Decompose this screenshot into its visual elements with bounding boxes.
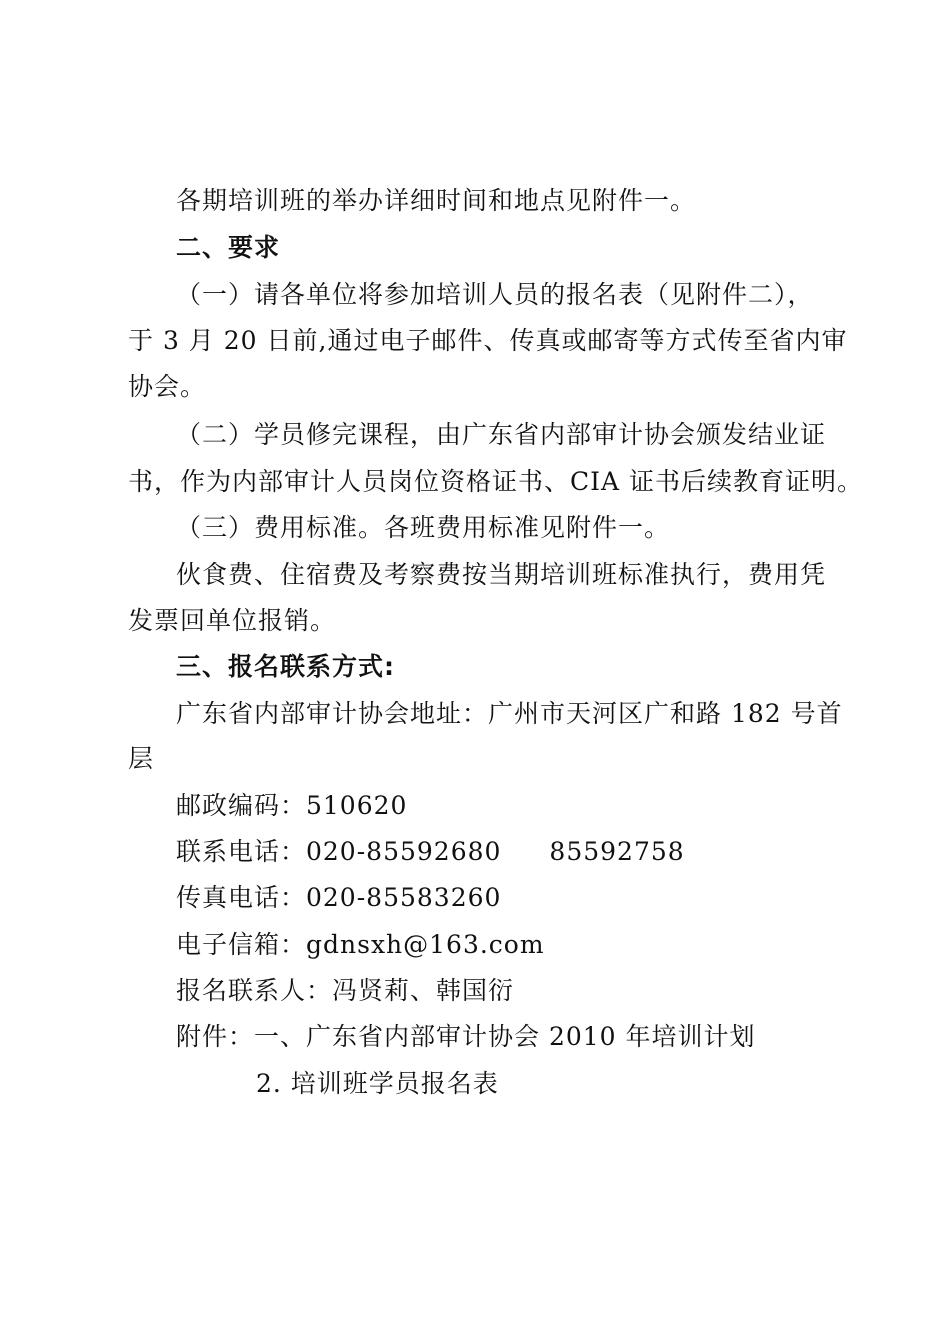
- requirement-2-line-2: 书，作为内部审计人员岗位资格证书、CIA 证书后续教育证明。: [128, 467, 864, 496]
- phone-primary: 联系电话：020-85592680: [176, 837, 502, 866]
- address-line-1: 广东省内部审计协会地址：广州市天河区广和路 182 号首: [176, 699, 843, 728]
- requirement-1-line-1: （一）请各单位将参加培训人员的报名表（见附件二），: [176, 280, 814, 309]
- requirement-1-line-2: 于 3 月 20 日前,通过电子邮件、传真或邮寄等方式传至省内审: [128, 326, 848, 355]
- fax: 传真电话：020-85583260: [176, 883, 502, 912]
- heading-requirements: 二、要求: [176, 233, 281, 262]
- attachment-1: 附件：一、广东省内部审计协会 2010 年培训计划: [176, 1022, 756, 1051]
- fee-line-2: 发票回单位报销。: [128, 606, 337, 635]
- requirement-1-line-3: 协会。: [128, 372, 207, 401]
- attachment-2: 2. 培训班学员报名表: [256, 1069, 499, 1098]
- contact-person: 报名联系人：冯贤莉、韩国衍: [176, 976, 515, 1005]
- address-line-2: 层: [128, 744, 155, 773]
- postcode: 邮政编码：510620: [176, 791, 408, 820]
- requirement-2-line-1: （二）学员修完课程，由广东省内部审计协会颁发结业证: [176, 420, 827, 449]
- email: 电子信箱：gdnsxh@163.com: [176, 930, 545, 959]
- fee-line-1: 伙食费、住宿费及考察费按当期培训班标准执行，费用凭: [176, 560, 827, 589]
- phone-secondary: 85592758: [549, 837, 685, 866]
- requirement-3: （三）费用标准。各班费用标准见附件一。: [176, 513, 671, 542]
- heading-contact: 三、报名联系方式:: [176, 652, 395, 681]
- paragraph-schedule: 各期培训班的举办详细时间和地点见附件一。: [176, 186, 697, 215]
- phone: [176, 835, 685, 869]
